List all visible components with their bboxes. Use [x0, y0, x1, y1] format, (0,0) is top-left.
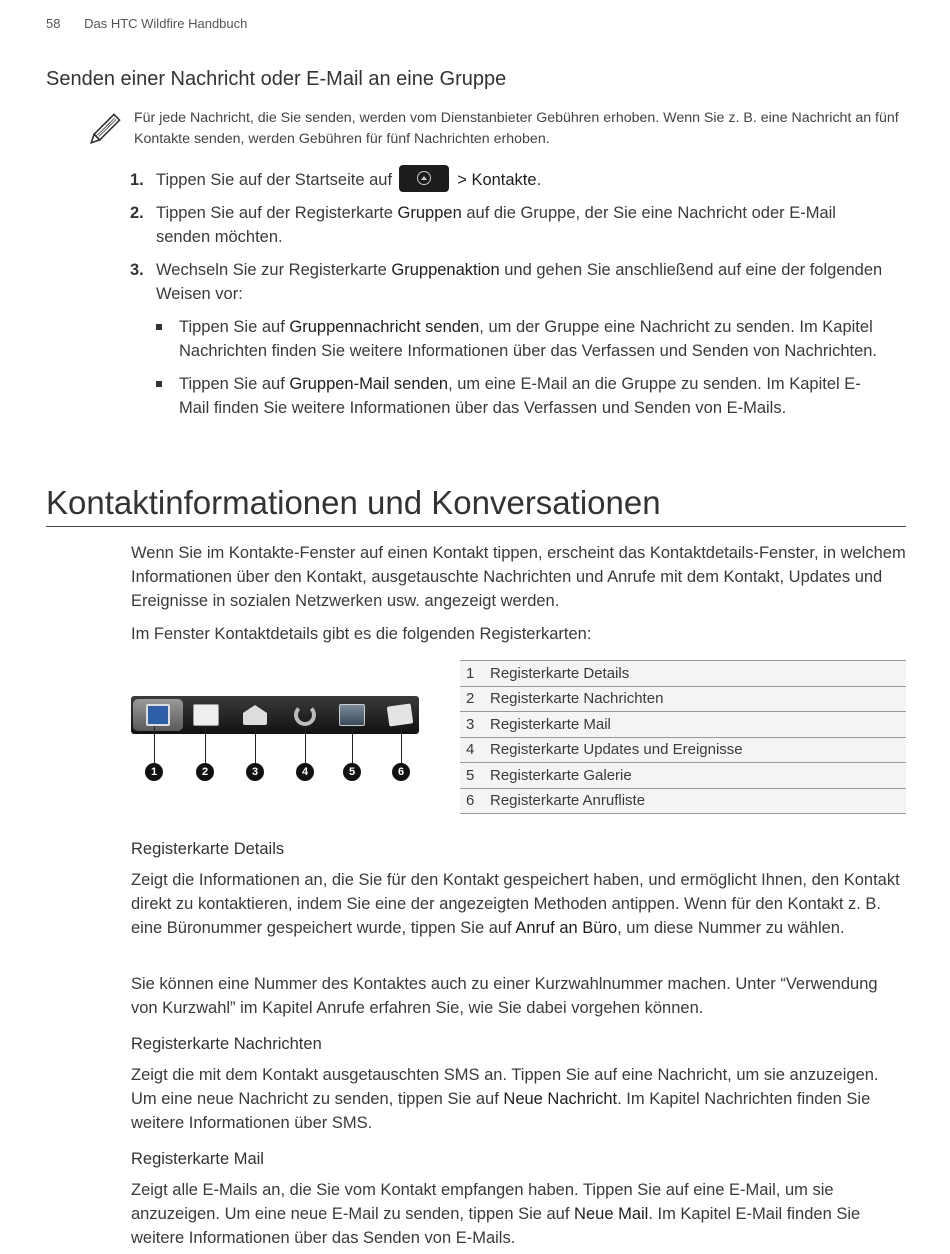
tabs-intro-paragraph: Im Fenster Kontaktdetails gibt es die folgenden Registerkarten:	[131, 625, 592, 643]
bullet-text: Tippen Sie auf	[179, 318, 285, 337]
table-cell-label: Registerkarte Mail	[490, 715, 611, 733]
paragraph-text: Zeigt die mit dem Kontakt ausgetauschten SMS an. Tippen Sie auf eine Nachricht, um sie anzuzeigen. Um eine neue Nachricht zu senden, tippen Sie auf	[131, 1066, 879, 1108]
mail-subheading: Registerkarte Mail	[131, 1150, 264, 1168]
table-cell-label: Registerkarte Galerie	[490, 766, 632, 784]
step-text: Tippen Sie auf der Startseite auf	[156, 171, 393, 189]
contact-details-tabbar	[131, 696, 419, 734]
bullet-text-end: , um eine E-Mail an die Gruppe zu senden. Im Kapitel E-Mail finden Sie weitere Informationen über das Verfassen und Senden von E-Mails.	[179, 375, 861, 418]
messages-subheading: Registerkarte Nachrichten	[131, 1035, 322, 1053]
callout-number: 2	[196, 763, 214, 781]
step-text: Wechseln Sie zur Registerkarte	[156, 261, 387, 280]
table-cell-number: 4	[466, 741, 475, 759]
page-number: 58	[46, 16, 61, 31]
paragraph-emphasis: Anruf an Büro	[515, 919, 618, 937]
book-title: Das HTC Wildfire Handbuch	[84, 16, 248, 31]
paragraph-text-end: . Im Kapitel E-Mail finden Sie weitere Informationen über das Senden von E-Mails.	[131, 1205, 861, 1247]
step-item	[130, 168, 890, 192]
paragraph-emphasis: Neue Mail	[574, 1205, 649, 1223]
step-number: 2.	[130, 204, 144, 223]
paragraph-text: Zeigt die Informationen an, die Sie für den Kontakt gespeichert haben, und ermöglicht Ihnen, den Kontakt direkt zu kontaktieren, indem Sie eine der angezeigten Methoden antippen. Wenn für den Kontakt z. B. eine Büronummer gespeichert wurde, tippen Sie auf	[131, 871, 900, 937]
step-emphasis: Gruppen	[397, 204, 462, 223]
step-text-end: und gehen Sie anschließend auf eine der folgenden Weisen vor:	[156, 261, 883, 304]
all-apps-button-icon	[399, 165, 449, 192]
call-history-tab-icon	[378, 699, 422, 731]
bullet-marker	[156, 381, 162, 387]
table-cell-label: Registerkarte Updates und Ereignisse	[490, 741, 743, 759]
callout-number: 6	[392, 763, 410, 781]
step-text-end: auf die Gruppe, der Sie eine Nachricht oder E-Mail senden möchten.	[156, 204, 836, 247]
speed-dial-paragraph: Sie können eine Nummer des Kontaktes auch zu einer Kurzwahlnummer machen. Unter “Verwendung von Kurzwahl” im Kapitel Anrufe erfahren Sie, wie Sie dabei vorgehen können.	[131, 975, 878, 1017]
details-paragraph	[131, 868, 906, 940]
table-cell-number: 6	[466, 792, 475, 810]
table-cell-label: Registerkarte Nachrichten	[490, 690, 664, 708]
step-emphasis: > Kontakte	[457, 171, 537, 189]
step-text-end: .	[536, 171, 542, 189]
pencil-icon	[84, 110, 124, 150]
table-row	[460, 763, 906, 789]
table-row	[460, 712, 906, 738]
paragraph-text-end: , um diese Nummer zu wählen.	[617, 919, 845, 937]
note-text: Für jede Nachricht, die Sie senden, werden vom Dienstanbieter Gebühren erhoben. Wenn Sie z. B. eine Nachricht an fünf Kontakte senden, werden Gebühren für fünf Nachrichten erhoben.	[134, 110, 899, 147]
bullet-item	[130, 372, 890, 420]
table-cell-number: 3	[466, 715, 475, 733]
step-text: Tippen Sie auf der Registerkarte	[156, 204, 393, 223]
steps-list	[130, 168, 890, 429]
bullet-text-end: , um der Gruppe eine Nachricht zu senden. Im Kapitel Nachrichten finden Sie weitere Informationen über das Verfassen und Senden von Nachrichten.	[179, 318, 878, 361]
details-subheading: Registerkarte Details	[131, 840, 285, 858]
table-cell-label: Registerkarte Details	[490, 664, 630, 682]
callout-number: 3	[246, 763, 264, 781]
callout-line	[305, 726, 306, 763]
callout-line	[401, 726, 402, 763]
step-number: 1.	[130, 171, 144, 189]
bullet-item	[130, 315, 890, 363]
chapter-heading: Kontaktinformationen und Konversationen	[46, 484, 906, 527]
callout-number: 4	[296, 763, 314, 781]
bullet-text: Tippen Sie auf	[179, 375, 285, 394]
table-cell-number: 5	[466, 766, 475, 784]
intro-paragraph: Wenn Sie im Kontakte-Fenster auf einen Kontakt tippen, erscheint das Kontaktdetails-Fenster, in welchem Informationen über den Kontakt, ausgetauschte Nachrichten und Anrufe mit dem Kontakt, Updates und Ereignisse in sozialen Netzwerken usw. angezeigt werden.	[131, 544, 906, 610]
running-header	[46, 16, 247, 31]
callout-line	[352, 726, 353, 763]
paragraph-text-end: . Im Kapitel Nachrichten finden Sie weitere Informationen über SMS.	[131, 1090, 871, 1132]
bullet-marker	[156, 324, 162, 330]
callout-number: 1	[145, 763, 163, 781]
step-item	[130, 258, 890, 306]
paragraph-emphasis: Neue Nachricht	[503, 1090, 618, 1108]
note-box	[84, 108, 904, 150]
details-tab-icon	[133, 699, 183, 731]
paragraph-text: Zeigt alle E-Mails an, die Sie vom Kontakt empfangen haben. Tippen Sie auf eine E-Mail, um sie anzuzeigen. Um eine neue E-Mail zu senden, tippen Sie auf	[131, 1181, 834, 1223]
table-row	[460, 687, 906, 713]
table-row	[460, 661, 906, 687]
callout-line	[205, 726, 206, 763]
messages-paragraph	[131, 1063, 906, 1135]
messages-tab-icon	[184, 699, 228, 731]
step-item	[130, 201, 890, 249]
section-heading: Senden einer Nachricht oder E-Mail an eine Gruppe	[46, 68, 507, 90]
callout-number: 5	[343, 763, 361, 781]
step-number: 3.	[130, 261, 144, 280]
table-cell-number: 1	[466, 664, 475, 682]
bullet-emphasis: Gruppen-Mail senden	[289, 375, 449, 394]
step-emphasis: Gruppenaktion	[391, 261, 500, 280]
tabs-table	[460, 660, 906, 814]
callout-line	[255, 726, 256, 763]
mail-paragraph	[131, 1178, 906, 1250]
callout-line	[154, 726, 155, 763]
table-row	[460, 789, 906, 815]
table-row	[460, 738, 906, 764]
table-cell-label: Registerkarte Anrufliste	[490, 792, 646, 810]
bullet-emphasis: Gruppennachricht senden	[289, 318, 480, 337]
table-cell-number: 2	[466, 690, 475, 708]
